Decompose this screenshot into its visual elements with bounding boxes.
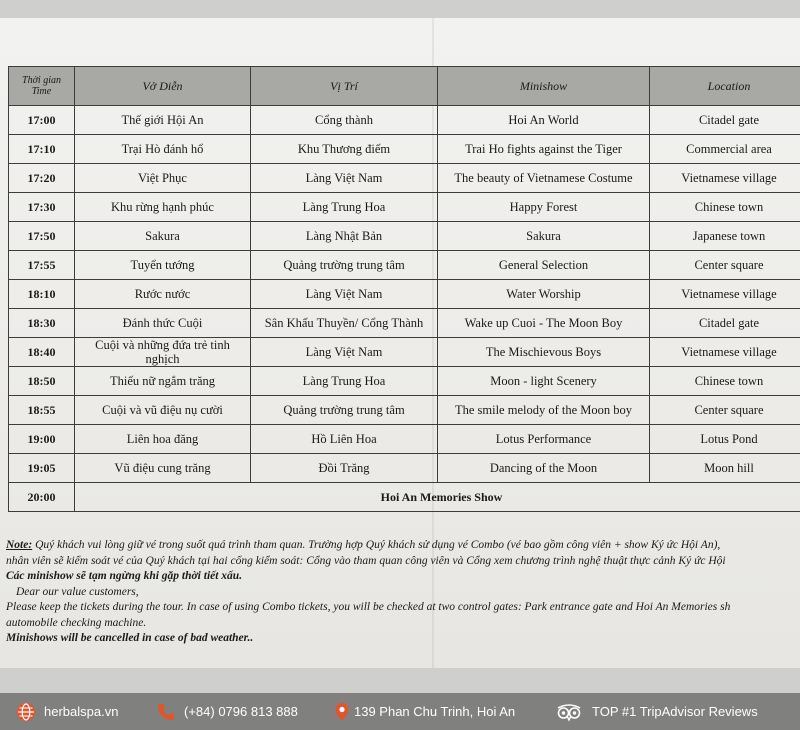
row-vo-dien: Vũ điệu cung trăng <box>75 454 251 483</box>
row-vi-tri: Làng Việt Nam <box>251 338 438 367</box>
table-row <box>9 135 800 164</box>
table-row <box>9 454 800 483</box>
table-row <box>9 309 800 338</box>
table-row <box>9 338 800 367</box>
footer-bar <box>0 693 800 730</box>
row-location: Vietnamese village <box>650 338 800 367</box>
row-location: Vietnamese village <box>650 164 800 193</box>
row-location: Moon hill <box>650 454 800 483</box>
note-en-text-4: Minishows will be cancelled in case of bad weather.. <box>6 632 254 644</box>
row-vo-dien: Liên hoa đăng <box>75 425 251 454</box>
row-minishow: The smile melody of the Moon boy <box>438 396 650 425</box>
row-minishow: Water Worship <box>438 280 650 309</box>
row-minishow: Wake up Cuoi - The Moon Boy <box>438 309 650 338</box>
globe-icon <box>16 702 36 722</box>
location-pin-icon <box>334 702 350 722</box>
row-vi-tri: Đồi Trăng <box>251 454 438 483</box>
row-location: Chinese town <box>650 193 800 222</box>
row-vo-dien: Việt Phục <box>75 164 251 193</box>
row-vo-dien: Khu rừng hạnh phúc <box>75 193 251 222</box>
note-en-text-2: Please keep the tickets during the tour. In case of using Combo tickets, you will be checked at two control gates: Park entrance gate and Hoi An Memories sh <box>6 601 731 613</box>
header-minishow: Minishow <box>438 67 650 106</box>
row-time: 19:05 <box>9 454 75 483</box>
table-row <box>9 367 800 396</box>
row-time: 18:30 <box>9 309 75 338</box>
row-vo-dien: Tuyển tướng <box>75 251 251 280</box>
row-time: 17:10 <box>9 135 75 164</box>
header-time-vi: Thời gian <box>22 75 61 86</box>
table-row <box>9 251 800 280</box>
row-vo-dien: Đánh thức Cuội <box>75 309 251 338</box>
note-vi-line <box>6 538 800 554</box>
final-row-time: 20:00 <box>9 483 75 512</box>
row-time: 18:50 <box>9 367 75 396</box>
row-time: 17:55 <box>9 251 75 280</box>
footer-address[interactable] <box>334 693 515 730</box>
tripadvisor-owl-icon <box>556 702 582 722</box>
row-vo-dien: Cuội và vũ điệu nụ cười <box>75 396 251 425</box>
row-time: 19:00 <box>9 425 75 454</box>
header-vo-dien: Vở Diễn <box>75 67 251 106</box>
row-vi-tri: Cổng thành <box>251 106 438 135</box>
note-en-text-3: automobile checking machine. <box>6 616 147 629</box>
footer-website[interactable] <box>16 693 118 730</box>
row-minishow: The Mischievous Boys <box>438 338 650 367</box>
row-vi-tri: Làng Việt Nam <box>251 280 438 309</box>
table-row <box>9 280 800 309</box>
row-minishow: Happy Forest <box>438 193 650 222</box>
footer-phone[interactable] <box>156 693 298 730</box>
row-time: 17:50 <box>9 222 75 251</box>
row-minishow: Hoi An World <box>438 106 650 135</box>
table-row <box>9 164 800 193</box>
row-vo-dien: Sakura <box>75 222 251 251</box>
row-time: 18:40 <box>9 338 75 367</box>
header-vi-tri: Vị Trí <box>251 67 438 106</box>
row-vi-tri: Làng Nhật Bản <box>251 222 438 251</box>
row-vo-dien: Trại Hò đánh hổ <box>75 135 251 164</box>
table-row <box>9 222 800 251</box>
final-show-row <box>9 483 800 512</box>
row-vo-dien: Cuội và những đứa trẻ tinh nghịch <box>75 338 251 367</box>
schedule-paper <box>0 18 800 668</box>
table-header-row <box>9 67 800 106</box>
row-location: Citadel gate <box>650 309 800 338</box>
row-time: 17:00 <box>9 106 75 135</box>
header-location: Location <box>650 67 800 106</box>
row-vi-tri: Làng Trung Hoa <box>251 367 438 396</box>
row-vi-tri: Quảng trường trung tâm <box>251 396 438 425</box>
row-vi-tri: Làng Trung Hoa <box>251 193 438 222</box>
row-location: Vietnamese village <box>650 280 800 309</box>
row-time: 18:55 <box>9 396 75 425</box>
row-time: 17:30 <box>9 193 75 222</box>
table-row <box>9 425 800 454</box>
row-vo-dien: Rước nước <box>75 280 251 309</box>
final-row-show: Hoi An Memories Show <box>75 483 800 512</box>
row-minishow: Sakura <box>438 222 650 251</box>
footer-phone-text: (+84) 0796 813 888 <box>184 704 298 719</box>
header-time <box>9 67 75 106</box>
row-location: Lotus Pond <box>650 425 800 454</box>
row-minishow: Dancing of the Moon <box>438 454 650 483</box>
notes-section <box>6 538 800 647</box>
row-vi-tri: Làng Việt Nam <box>251 164 438 193</box>
footer-address-text: 139 Phan Chu Trinh, Hoi An <box>354 704 516 719</box>
footer-tripadvisor-text: TOP #1 TripAdvisor Reviews <box>592 704 758 719</box>
row-location: Center square <box>650 396 800 425</box>
row-vo-dien: Thế giới Hội An <box>75 106 251 135</box>
row-time: 18:10 <box>9 280 75 309</box>
table-row <box>9 106 800 135</box>
table-row <box>9 193 800 222</box>
row-location: Center square <box>650 251 800 280</box>
row-minishow: General Selection <box>438 251 650 280</box>
row-location: Chinese town <box>650 367 800 396</box>
note-vi-text-2: nhân viên sẽ kiểm soát vé của Quý khách tại hai cổng kiểm soát: Cổng vào tham quan công viên và Cổng xem chương trình nghệ thuật thực cảnh Ký ức Hội <box>6 554 726 567</box>
footer-tripadvisor[interactable] <box>556 693 758 730</box>
row-time: 17:20 <box>9 164 75 193</box>
row-minishow: The beauty of Vietnamese Costume <box>438 164 650 193</box>
row-minishow: Trai Ho fights against the Tiger <box>438 135 650 164</box>
note-vi-text-3: Các minishow sẽ tạm ngừng khi gặp thời tiết xấu. <box>6 570 243 582</box>
footer-website-text: herbalspa.vn <box>44 704 119 719</box>
row-vi-tri: Quảng trường trung tâm <box>251 251 438 280</box>
note-vi-text-1: Quý khách vui lòng giữ vé trong suốt quá trình tham quan. Trường hợp Quý khách sử dụng vé Combo (vé bao gồm công viên + show Ký ức Hội An), <box>35 539 721 551</box>
note-en-text-1: Dear our value customers, <box>16 585 139 598</box>
row-location: Citadel gate <box>650 106 800 135</box>
minishow-schedule-table <box>8 66 800 512</box>
row-minishow: Moon - light Scenery <box>438 367 650 396</box>
row-location: Commercial area <box>650 135 800 164</box>
phone-icon <box>156 702 176 722</box>
row-vi-tri: Khu Thương điếm <box>251 135 438 164</box>
row-vi-tri: Sân Khấu Thuyền/ Cổng Thành <box>251 309 438 338</box>
note-label: Note: <box>6 539 33 551</box>
row-vi-tri: Hồ Liên Hoa <box>251 425 438 454</box>
header-time-en: Time <box>31 86 52 97</box>
table-row <box>9 396 800 425</box>
row-location: Japanese town <box>650 222 800 251</box>
row-vo-dien: Thiếu nữ ngắm trăng <box>75 367 251 396</box>
row-minishow: Lotus Performance <box>438 425 650 454</box>
